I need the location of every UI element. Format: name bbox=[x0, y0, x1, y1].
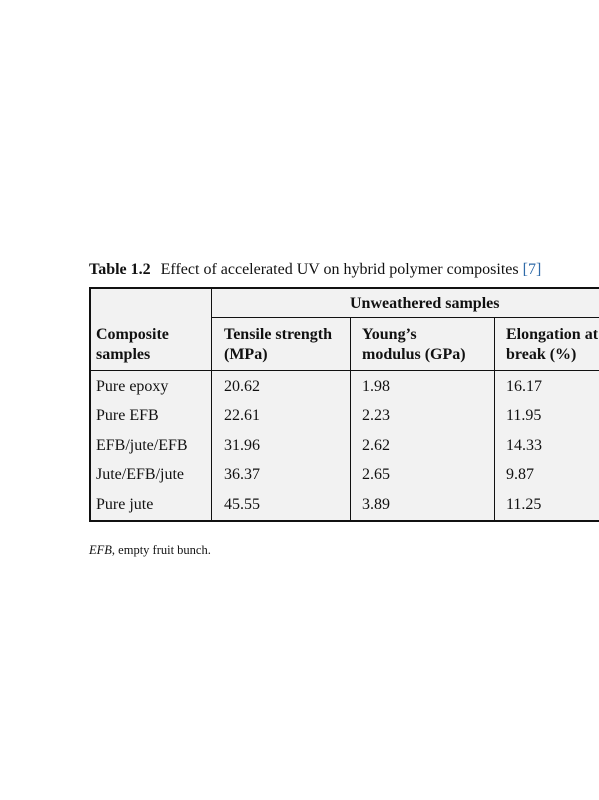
sample-name-cell: Jute/EFB/jute bbox=[96, 466, 184, 483]
tensile-strength-cell: 22.61 bbox=[224, 407, 260, 424]
tensile-strength-cell: 36.37 bbox=[224, 466, 260, 483]
column-header-line1: Tensile strength bbox=[224, 326, 333, 343]
column-divider bbox=[350, 318, 351, 522]
tensile-strength-cell: 45.55 bbox=[224, 496, 260, 513]
table-caption bbox=[89, 260, 541, 280]
elongation-cell: 11.95 bbox=[506, 407, 542, 424]
youngs-modulus-cell: 3.89 bbox=[362, 496, 390, 513]
elongation-cell: 11.25 bbox=[506, 496, 542, 513]
elongation-cell: 9.87 bbox=[506, 466, 534, 483]
youngs-modulus-cell: 2.23 bbox=[362, 407, 390, 424]
group-header: Unweathered samples bbox=[350, 295, 500, 312]
table-footnote bbox=[89, 542, 211, 558]
column-divider bbox=[211, 287, 212, 522]
footnote-abbreviation: EFB bbox=[89, 543, 112, 557]
table-title: Effect of accelerated UV on hybrid polymer composites bbox=[160, 261, 519, 278]
table-left-rule bbox=[89, 287, 91, 522]
sample-name-cell: Pure EFB bbox=[96, 407, 159, 424]
elongation-cell: 16.17 bbox=[506, 378, 542, 395]
tensile-strength-cell: 20.62 bbox=[224, 378, 260, 395]
column-header-line1: Composite bbox=[96, 326, 169, 343]
tensile-strength-cell: 31.96 bbox=[224, 437, 260, 454]
table-top-rule bbox=[89, 287, 599, 289]
column-divider bbox=[494, 318, 495, 522]
youngs-modulus-cell: 1.98 bbox=[362, 378, 390, 395]
column-header-line2: samples bbox=[96, 346, 151, 363]
citation-link[interactable]: [7] bbox=[522, 261, 542, 278]
table-label: Table 1.2 bbox=[89, 261, 151, 278]
group-header-rule bbox=[211, 317, 599, 318]
table-bottom-rule bbox=[89, 520, 599, 522]
column-header-line1: Elongation at bbox=[506, 326, 599, 343]
sample-name-cell: Pure jute bbox=[96, 496, 154, 513]
column-header-line1: Young’s bbox=[362, 326, 417, 343]
elongation-cell: 14.33 bbox=[506, 437, 542, 454]
column-header-line2: break (%) bbox=[506, 346, 577, 363]
data-table bbox=[89, 287, 599, 522]
youngs-modulus-cell: 2.65 bbox=[362, 466, 390, 483]
column-header-line2: (MPa) bbox=[224, 346, 268, 363]
sample-name-cell: EFB/jute/EFB bbox=[96, 437, 188, 454]
footnote-text: , empty fruit bunch. bbox=[111, 543, 211, 557]
header-rule bbox=[89, 370, 599, 371]
column-header-line2: modulus (GPa) bbox=[362, 346, 466, 363]
sample-name-cell: Pure epoxy bbox=[96, 378, 169, 395]
youngs-modulus-cell: 2.62 bbox=[362, 437, 390, 454]
